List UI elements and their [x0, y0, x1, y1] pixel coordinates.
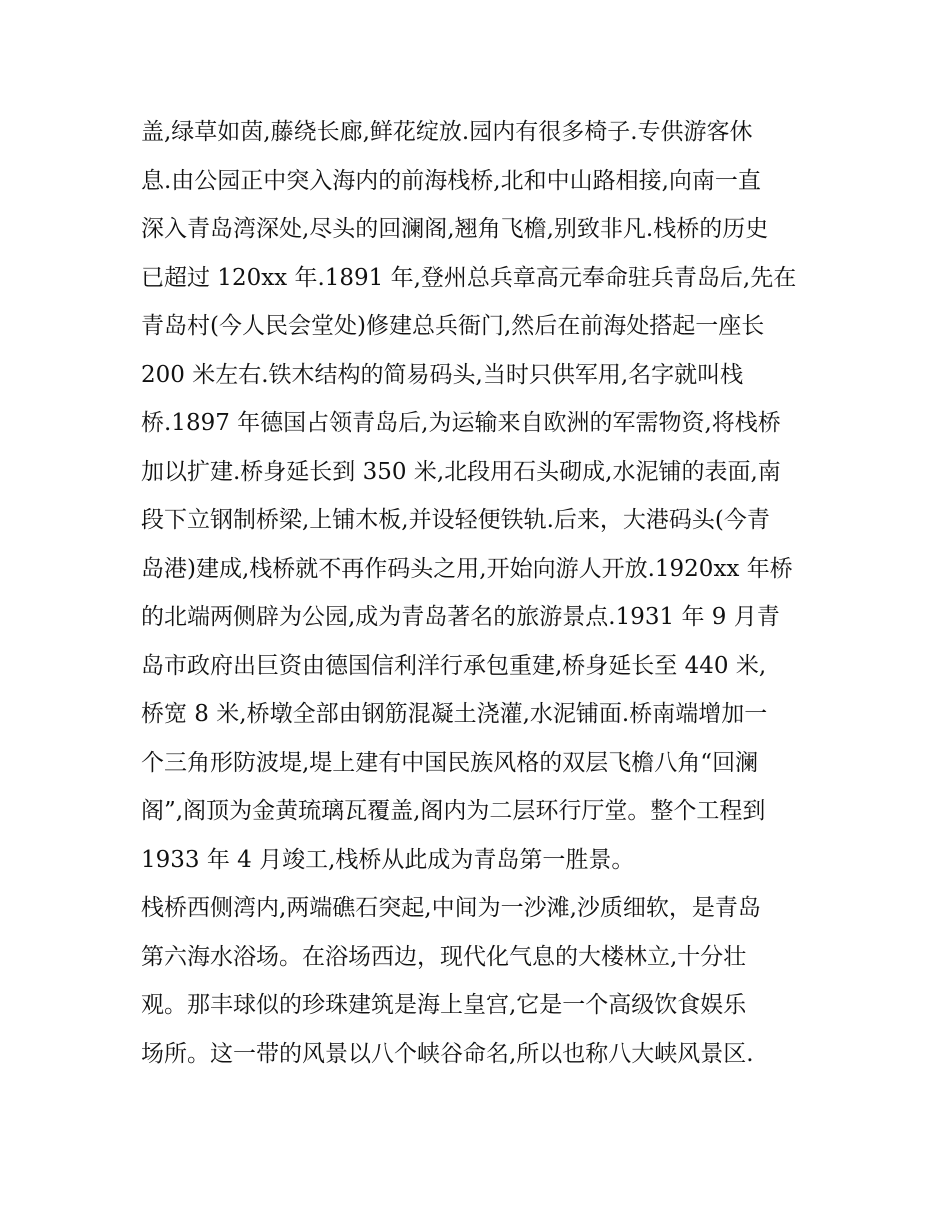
text-line: 场所。这一带的风景以八个峡谷命名,所以也称八大峡风景区.	[141, 1040, 754, 1067]
text-line: 深入青岛湾深处,尽头的回澜阁,翘角飞檐,别致非凡.栈桥的历史	[141, 216, 769, 242]
text-line: 桥宽 8 米,桥墩全部由钢筋混凝土浇灌,水泥铺面.桥南端增加一	[141, 701, 768, 727]
text-line: 1933 年 4 月竣工,栈桥从此成为青岛第一胜景。	[141, 846, 635, 873]
text-line: 个三角形防波堤,堤上建有中国民族风格的双层飞檐八角“回澜	[141, 749, 759, 776]
text-line: 息.由公园正中突入海内的前海栈桥,北和中山路相接,向南一直	[141, 167, 761, 194]
text-line: 200 米左右.铁木结构的简易码头,当时只供军用,名字就叫栈	[141, 361, 744, 388]
text-line: 段下立钢制桥梁,上铺木板,并设轻便铁轨.后来，大港码头(今青	[141, 507, 770, 533]
text-line: 已超过 120xx 年.1891 年,登州总兵章高元奉命驻兵青岛后,先在	[141, 264, 797, 291]
text-line: 盖,绿草如茵,藤绕长廊,鲜花绽放.园内有很多椅子.专供游客休	[141, 119, 753, 145]
text-line: 观。那丰球似的珍珠建筑是海上皇宫,它是一个高级饮食娱乐	[141, 992, 747, 1018]
text-line: 阁”,阁顶为金黄琉璃瓦覆盖,阁内为二层环行厅堂。整个工程到	[141, 798, 766, 824]
text-line: 加以扩建.桥身延长到 350 米,北段用石头砌成,水泥铺的表面,南	[141, 458, 781, 485]
text-line: 青岛村(今人民会堂处)修建总兵衙门,然后在前海处搭起一座长	[141, 313, 765, 339]
text-line: 第六海水浴场。在浴场西边，现代化气息的大楼林立,十分壮	[141, 943, 747, 970]
text-line: 栈桥西侧湾内,两端礁石突起,中间为一沙滩,沙质细软，是青岛	[141, 895, 761, 921]
text-line: 桥.1897 年德国占领青岛后,为运输来自欧洲的军需物资,将栈桥	[141, 410, 781, 436]
paragraph-2	[141, 884, 821, 1078]
document-body	[141, 108, 821, 1078]
text-line: 岛港)建成,栈桥就不再作码头之用,开始向游人开放.1920xx 年桥	[141, 555, 793, 582]
text-line: 岛市政府出巨资由德国信利洋行承包重建,桥身延长至 440 米,	[141, 652, 767, 679]
paragraph-1	[141, 108, 821, 884]
text-line: 的北端两侧辟为公园,成为青岛著名的旅游景点.1931 年 9 月青	[141, 604, 780, 630]
